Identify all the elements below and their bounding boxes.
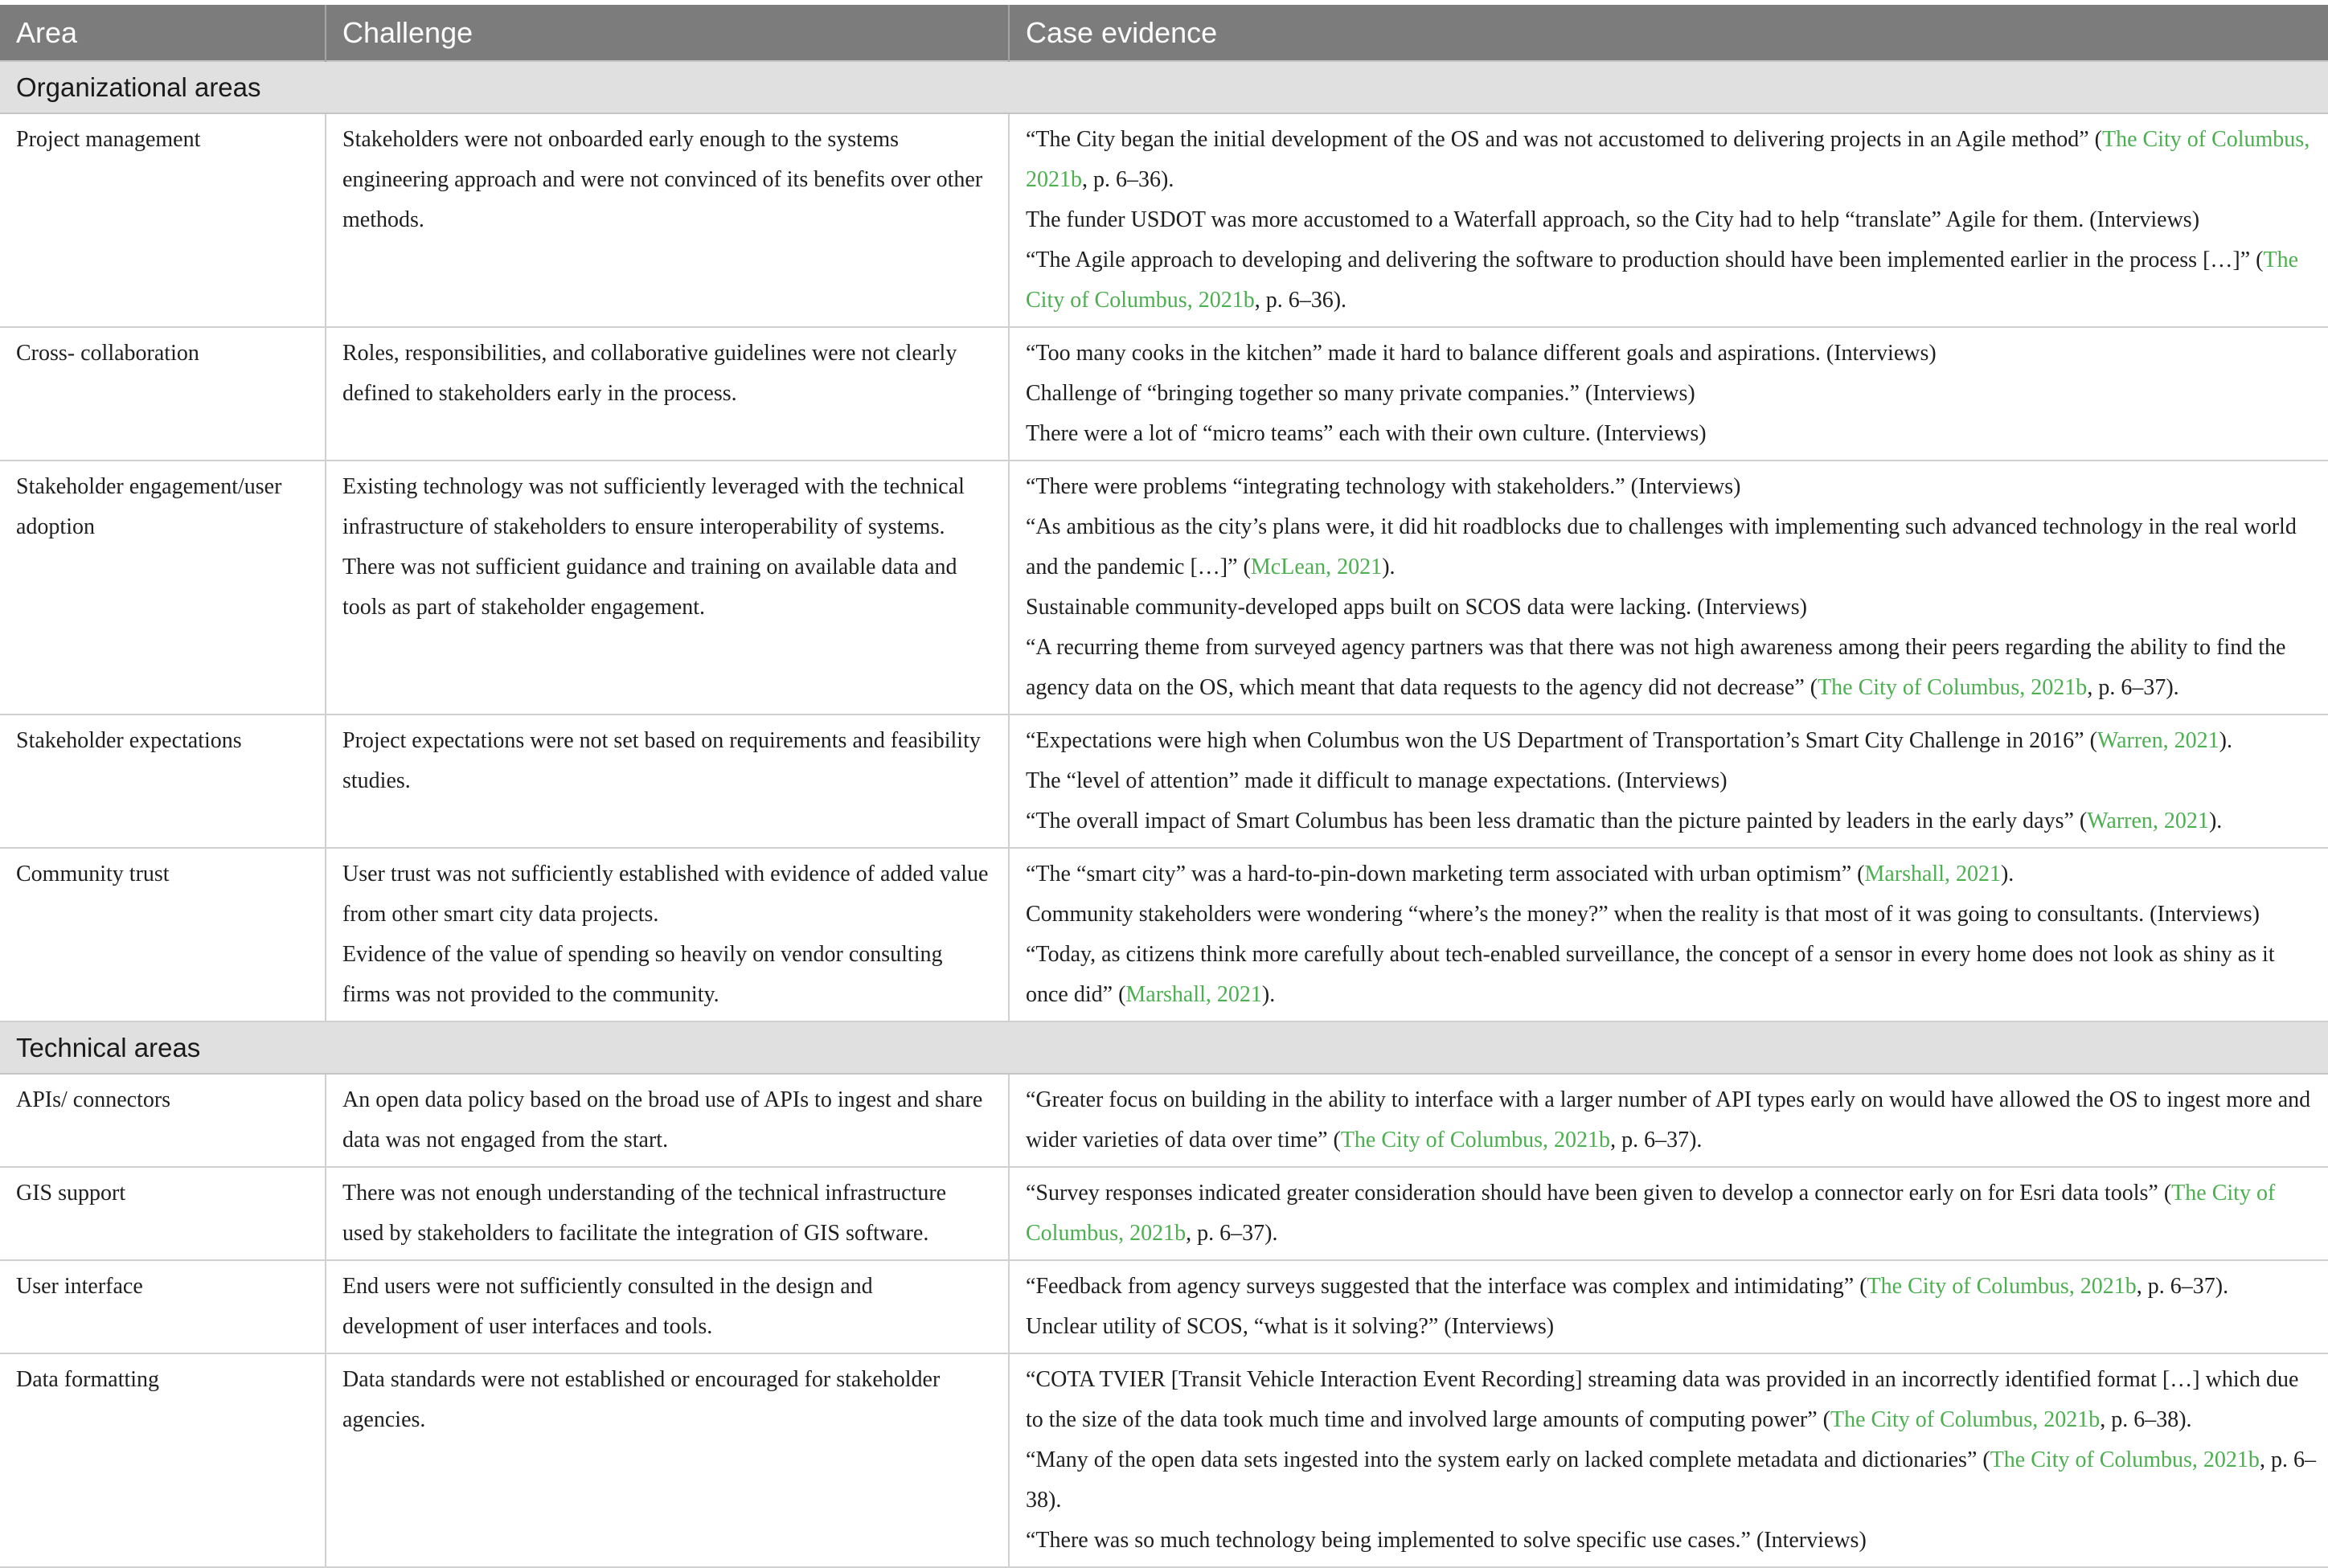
evidence-paragraph xyxy=(1026,467,2318,507)
evidence-text: ). xyxy=(1382,555,1396,579)
area-cell: APIs/ connectors xyxy=(0,1074,326,1167)
evidence-text: The “level of attention” made it difficult to manage expectations. (Interviews) xyxy=(1026,768,1728,793)
evidence-text: “A recurring theme from surveyed agency partners was that there was not high awareness among their peers regarding the ability to find the agency data on the OS, which meant that data requests to the agency did not decrease” ( xyxy=(1026,635,2286,700)
evidence-paragraph xyxy=(1026,200,2318,240)
evidence-paragraph xyxy=(1026,120,2318,200)
table-row xyxy=(0,1167,2328,1260)
evidence-paragraph xyxy=(1026,1173,2318,1254)
evidence-text: Community stakeholders were wondering “where’s the money?” when the reality is that most of it was going to consultants. (Interviews) xyxy=(1026,902,2260,927)
section-row xyxy=(0,1021,2328,1074)
evidence-cell xyxy=(1009,113,2328,327)
evidence-paragraph xyxy=(1026,895,2318,935)
table-body xyxy=(0,61,2328,1567)
evidence-text: “Survey responses indicated greater consideration should have been given to develop a connector early on for Esri data tools” ( xyxy=(1026,1181,2172,1206)
evidence-text: “As ambitious as the city’s plans were, it did hit roadblocks due to challenges with implementing such advanced technology in the real world and the pandemic […]” ( xyxy=(1026,514,2297,579)
citation-link[interactable]: The City of Columbus, 2021b xyxy=(1340,1128,1611,1152)
evidence-paragraph xyxy=(1026,628,2318,708)
evidence-text: “There were problems “integrating technology with stakeholders.” (Interviews) xyxy=(1026,474,1741,499)
evidence-paragraph xyxy=(1026,1307,2318,1347)
table-row xyxy=(0,848,2328,1021)
evidence-text: , p. 6–38). xyxy=(1026,1447,2316,1513)
evidence-text: , p. 6–37). xyxy=(2087,675,2179,700)
evidence-cell xyxy=(1009,848,2328,1021)
challenge-cell xyxy=(326,1167,1009,1260)
evidence-cell xyxy=(1009,1353,2328,1567)
challenge-cell xyxy=(326,1074,1009,1167)
citation-link[interactable]: The City of Columbus, 2021b xyxy=(1026,127,2310,192)
evidence-text: “COTA TVIER [Transit Vehicle Interaction Event Recording] streaming data was provided in an incorrectly identified format […] which due to the size of the data took much time and involved large amounts of computing power” ( xyxy=(1026,1367,2299,1432)
area-cell: Project management xyxy=(0,113,326,327)
table-row xyxy=(0,1074,2328,1167)
challenge-text: Existing technology was not sufficiently leveraged with the technical infrastructure of stakeholders to ensure interoperability of systems. xyxy=(342,474,965,539)
citation-link[interactable]: Marshall, 2021 xyxy=(1864,862,2001,886)
evidence-paragraph xyxy=(1026,507,2318,587)
evidence-text: ). xyxy=(2208,809,2223,833)
area-cell: Data formatting xyxy=(0,1353,326,1567)
challenge-text: End users were not sufficiently consulted in the design and development of user interfaces and tools. xyxy=(342,1274,873,1339)
evidence-text: Challenge of “bringing together so many private companies.” (Interviews) xyxy=(1026,381,1695,406)
section-row xyxy=(0,61,2328,113)
table-row xyxy=(0,113,2328,327)
evidence-text: “Many of the open data sets ingested into the system early on lacked complete metadata and dictionaries” ( xyxy=(1026,1447,1990,1472)
evidence-paragraph xyxy=(1026,721,2318,761)
evidence-paragraph xyxy=(1026,935,2318,1015)
evidence-cell xyxy=(1009,1167,2328,1260)
citation-link[interactable]: The City of Columbus, 2021b xyxy=(1026,1181,2276,1246)
challenge-text: Stakeholders were not onboarded early enough to the systems engineering approach and were not convinced of its benefits over other methods. xyxy=(342,127,983,232)
evidence-text: “The City began the initial development of the OS and was not accustomed to delivering projects in an Agile method” ( xyxy=(1026,127,2102,152)
area-cell: Community trust xyxy=(0,848,326,1021)
area-cell: User interface xyxy=(0,1260,326,1353)
header-case-evidence: Case evidence xyxy=(1009,5,2328,61)
evidence-cell xyxy=(1009,461,2328,714)
evidence-text: , p. 6–38). xyxy=(2100,1407,2192,1432)
challenge-cell xyxy=(326,1353,1009,1567)
citation-link[interactable]: The City of Columbus, 2021b xyxy=(1867,1274,2137,1299)
citation-link[interactable]: The City of Columbus, 2021b xyxy=(1026,248,2299,313)
evidence-cell xyxy=(1009,1074,2328,1167)
section-title: Technical areas xyxy=(0,1021,2328,1074)
evidence-paragraph xyxy=(1026,240,2318,321)
evidence-paragraph xyxy=(1026,1440,2318,1521)
evidence-text: “The Agile approach to developing and delivering the software to production should have been implemented earlier in the process […]” ( xyxy=(1026,248,2264,272)
citation-link[interactable]: McLean, 2021 xyxy=(1250,555,1383,579)
evidence-paragraph xyxy=(1026,1521,2318,1561)
evidence-text: , p. 6–36). xyxy=(1254,288,1347,313)
table-row xyxy=(0,1353,2328,1567)
challenge-text: An open data policy based on the broad use of APIs to ingest and share data was not engaged from the start. xyxy=(342,1087,983,1152)
challenges-table-container xyxy=(0,5,2328,1568)
table-header-row xyxy=(0,5,2328,61)
evidence-paragraph xyxy=(1026,801,2318,841)
table-row xyxy=(0,714,2328,848)
evidence-text: “The “smart city” was a hard-to-pin-down marketing term associated with urban optimism” ( xyxy=(1026,862,1865,886)
evidence-text: “Today, as citizens think more carefully about tech-enabled surveillance, the concept of a sensor in every home does not look as shiny as it once did” ( xyxy=(1026,942,2275,1007)
challenge-cell xyxy=(326,113,1009,327)
table-row xyxy=(0,461,2328,714)
challenge-text: Data standards were not established or encouraged for stakeholder agencies. xyxy=(342,1367,941,1432)
evidence-text: “Too many cooks in the kitchen” made it hard to balance different goals and aspirations. (Interviews) xyxy=(1026,341,1937,366)
evidence-cell xyxy=(1009,1260,2328,1353)
evidence-cell xyxy=(1009,327,2328,461)
challenge-text: User trust was not sufficiently established with evidence of added value from other smart city data projects. xyxy=(342,862,989,927)
challenge-text: Evidence of the value of spending so heavily on vendor consulting firms was not provided to the community. xyxy=(342,942,943,1007)
citation-link[interactable]: The City of Columbus, 2021b xyxy=(1990,1447,2260,1472)
challenge-text: There was not enough understanding of the technical infrastructure used by stakeholders to facilitate the integration of GIS software. xyxy=(342,1181,947,1246)
evidence-paragraph xyxy=(1026,1080,2318,1161)
citation-link[interactable]: Warren, 2021 xyxy=(2087,809,2209,833)
area-cell: Stakeholder engagement/user adoption xyxy=(0,461,326,714)
challenge-cell xyxy=(326,1260,1009,1353)
citation-link[interactable]: The City of Columbus, 2021b xyxy=(1818,675,2088,700)
evidence-text: Unclear utility of SCOS, “what is it solving?” (Interviews) xyxy=(1026,1314,1555,1339)
challenges-table xyxy=(0,5,2328,1568)
challenge-text: Roles, responsibilities, and collaborative guidelines were not clearly defined to stakeholders early in the process. xyxy=(342,341,957,406)
area-cell: Stakeholder expectations xyxy=(0,714,326,848)
evidence-text: “The overall impact of Smart Columbus has been less dramatic than the picture painted by leaders in the early days” ( xyxy=(1026,809,2088,833)
area-cell: Cross- collaboration xyxy=(0,327,326,461)
evidence-paragraph xyxy=(1026,587,2318,628)
evidence-text: , p. 6–37). xyxy=(1186,1221,1278,1246)
challenge-cell xyxy=(326,327,1009,461)
evidence-paragraph xyxy=(1026,1267,2318,1307)
challenge-text: Project expectations were not set based on requirements and feasibility studies. xyxy=(342,728,981,793)
challenge-cell xyxy=(326,848,1009,1021)
evidence-paragraph xyxy=(1026,374,2318,414)
header-area: Area xyxy=(0,5,326,61)
section-title: Organizational areas xyxy=(0,61,2328,113)
evidence-paragraph xyxy=(1026,854,2318,895)
evidence-text: , p. 6–37). xyxy=(2136,1274,2229,1299)
citation-link[interactable]: The City of Columbus, 2021b xyxy=(1830,1407,2101,1432)
challenge-cell xyxy=(326,714,1009,848)
evidence-paragraph xyxy=(1026,414,2318,454)
evidence-text: The funder USDOT was more accustomed to a Waterfall approach, so the City had to help “translate” Agile for them. (Interviews) xyxy=(1026,207,2200,232)
challenge-cell xyxy=(326,461,1009,714)
evidence-text: ). xyxy=(1261,982,1276,1007)
citation-link[interactable]: Marshall, 2021 xyxy=(1125,982,1262,1007)
evidence-paragraph xyxy=(1026,334,2318,374)
evidence-text: “Greater focus on building in the ability to interface with a larger number of API types early on would have allowed the OS to ingest more and wider varieties of data over time” ( xyxy=(1026,1087,2311,1152)
evidence-text: Sustainable community-developed apps built on SCOS data were lacking. (Interviews) xyxy=(1026,595,1808,620)
evidence-text: There were a lot of “micro teams” each with their own culture. (Interviews) xyxy=(1026,421,1707,446)
evidence-text: , p. 6–37). xyxy=(1610,1128,1703,1152)
evidence-text: ). xyxy=(2219,728,2232,753)
evidence-cell xyxy=(1009,714,2328,848)
evidence-paragraph xyxy=(1026,761,2318,801)
evidence-text: ). xyxy=(2000,862,2014,886)
challenge-text: There was not sufficient guidance and training on available data and tools as part of stakeholder engagement. xyxy=(342,555,957,620)
evidence-paragraph xyxy=(1026,1360,2318,1440)
table-row xyxy=(0,327,2328,461)
evidence-text: “Feedback from agency surveys suggested that the interface was complex and intimidating” ( xyxy=(1026,1274,1867,1299)
table-row xyxy=(0,1260,2328,1353)
evidence-text: “There was so much technology being implemented to solve specific use cases.” (Interviews) xyxy=(1026,1528,1867,1553)
header-challenge: Challenge xyxy=(326,5,1009,61)
area-cell: GIS support xyxy=(0,1167,326,1260)
citation-link[interactable]: Warren, 2021 xyxy=(2096,728,2219,753)
evidence-text: , p. 6–36). xyxy=(1082,167,1174,192)
evidence-text: “Expectations were high when Columbus won the US Department of Transportation’s Smart City Challenge in 2016” ( xyxy=(1026,728,2097,753)
